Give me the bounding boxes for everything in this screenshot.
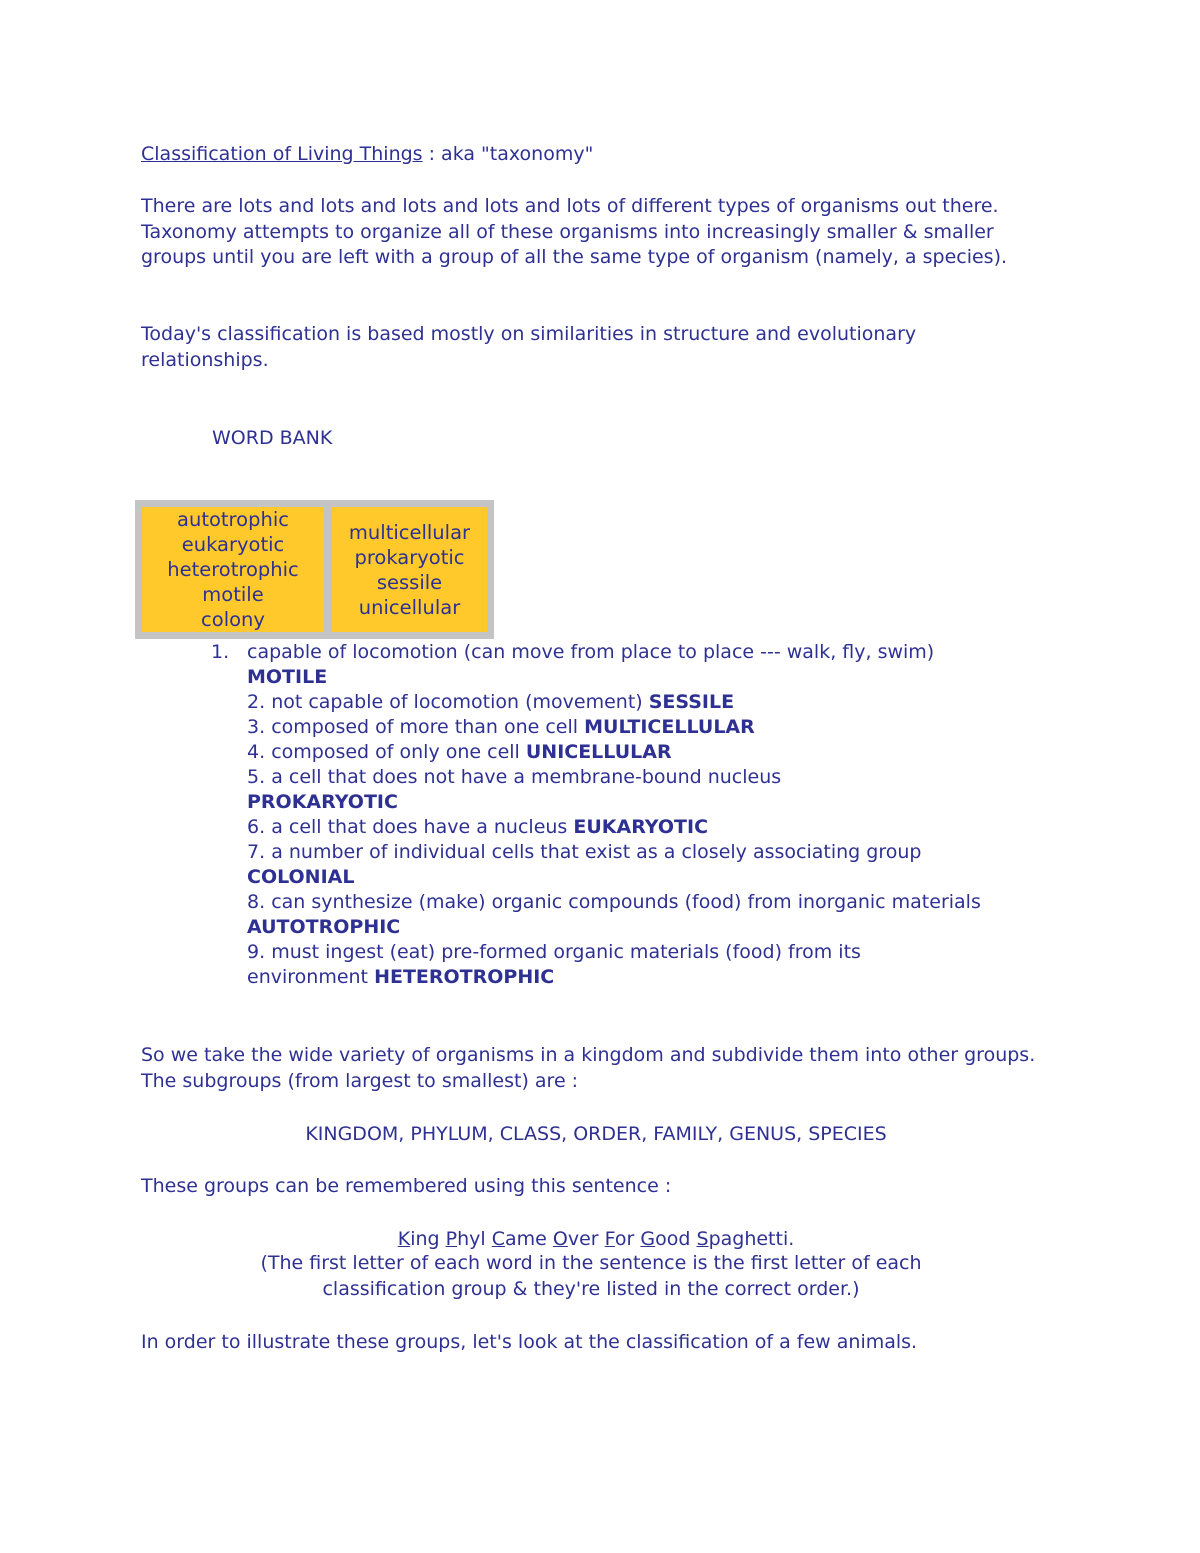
basis-paragraph: Today's classification is based mostly on similarities in structure and evolutionary relationships.	[141, 323, 917, 371]
definition-number: 7.	[247, 841, 266, 863]
intro-paragraph: There are lots and lots and lots and lots and lots of different types of organisms out there. Taxonomy attempts to organize all of these organisms into increasingly smaller & smaller groups until you are left with a group of all the same type of organism (namely, a species).	[141, 195, 1008, 268]
mnemonic-letter: O	[552, 1228, 568, 1250]
word-bank-term: sessile	[376, 570, 443, 594]
mnemonic-note: (The first letter of each word in the sentence is the first letter of each classification group & they're listed in the correct order.)	[260, 1252, 922, 1300]
word-bank-term: heterotrophic	[167, 558, 299, 581]
subdivide-paragraph: So we take the wide variety of organisms in a kingdom and subdivide them into other groups. The subgroups (from largest to smallest) are :	[141, 1044, 1036, 1092]
definition-text: can synthesize (make) organic compounds (food) from inorganic materials	[271, 891, 981, 913]
definition-text: a cell that does have a nucleus	[271, 816, 568, 838]
definition-item	[247, 815, 1007, 840]
mnemonic-rest: ood	[655, 1228, 691, 1250]
definition-item	[247, 765, 887, 815]
word-bank-term: prokaryotic	[354, 545, 465, 569]
word-bank-term: eukaryotic	[181, 533, 285, 556]
mnemonic-rest: or	[614, 1228, 635, 1250]
definition-answer: SESSILE	[648, 691, 735, 713]
definition-text: must ingest (eat) pre-formed organic materials (food) from its environment	[247, 941, 861, 988]
definition-number: 1.	[211, 641, 230, 663]
definition-number: 3.	[247, 716, 266, 738]
mnemonic-rest: ver	[567, 1228, 599, 1250]
definition-answer: AUTOTROPHIC	[247, 916, 401, 938]
mnemonic-letter: C	[491, 1228, 505, 1250]
page-title	[141, 141, 593, 167]
definition-number: 2.	[247, 691, 266, 713]
taxonomy-groups: KINGDOM, PHYLUM, CLASS, ORDER, FAMILY, GENUS, SPECIES	[305, 1123, 887, 1145]
definition-answer: MOTILE	[247, 666, 328, 688]
word-bank-term: autotrophic	[177, 508, 289, 531]
definition-text: a cell that does not have a membrane-bound nucleus	[271, 766, 782, 788]
definition-item	[211, 640, 1007, 690]
mnemonic-rest: hyl	[457, 1228, 486, 1250]
mnemonic-letter: P	[445, 1228, 458, 1250]
definition-number: 8.	[247, 891, 266, 913]
mnemonic-sentence	[126, 1226, 1066, 1252]
definition-text: composed of only one cell	[271, 741, 520, 763]
definitions-list	[211, 640, 1007, 990]
mnemonic-letter: F	[604, 1228, 615, 1250]
word-bank-heading: WORD BANK	[212, 427, 333, 449]
closing-paragraph: In order to illustrate these groups, let's look at the classification of a few animals.	[141, 1331, 918, 1353]
definition-number: 6.	[247, 816, 266, 838]
definition-number: 9.	[247, 941, 266, 963]
definition-item	[247, 740, 1007, 765]
word-bank-column-1	[142, 507, 324, 632]
word-bank-term: unicellular	[358, 595, 461, 619]
mnemonic-rest: ing	[410, 1228, 440, 1250]
title-suffix: : aka "taxonomy"	[422, 143, 594, 165]
word-bank-table	[135, 500, 494, 639]
definition-item	[247, 840, 967, 890]
definition-text: a number of individual cells that exist as a closely associating group	[271, 841, 922, 863]
mnemonic-rest: paghetti.	[708, 1228, 795, 1250]
definition-text: composed of more than one cell	[271, 716, 579, 738]
definition-number: 5.	[247, 766, 266, 788]
definition-item	[247, 690, 1007, 715]
word-bank-term: motile	[202, 583, 264, 606]
definition-answer: COLONIAL	[247, 866, 355, 888]
title-link[interactable]: Classification of Living Things	[141, 143, 423, 165]
mnemonic-letter: G	[640, 1228, 656, 1250]
definition-text: not capable of locomotion (movement)	[271, 691, 643, 713]
definition-answer: UNICELLULAR	[525, 741, 672, 763]
definition-answer: MULTICELLULAR	[584, 716, 755, 738]
definition-item	[247, 715, 1007, 740]
mnemonic-intro: These groups can be remembered using this sentence :	[141, 1175, 672, 1197]
definition-answer: HETEROTROPHIC	[374, 966, 555, 988]
definition-answer: PROKARYOTIC	[247, 791, 398, 813]
word-bank-term: multicellular	[348, 520, 471, 544]
word-bank-column-2	[332, 507, 487, 632]
definition-answer: EUKARYOTIC	[573, 816, 709, 838]
definition-text: capable of locomotion (can move from place to place --- walk, fly, swim)	[247, 641, 935, 663]
word-bank-term: colony	[201, 608, 265, 631]
definition-number: 4.	[247, 741, 266, 763]
definition-item	[247, 940, 967, 990]
mnemonic-letter: S	[696, 1228, 709, 1250]
mnemonic-letter: K	[397, 1228, 411, 1250]
mnemonic-rest: ame	[505, 1228, 547, 1250]
definition-item	[247, 890, 982, 940]
